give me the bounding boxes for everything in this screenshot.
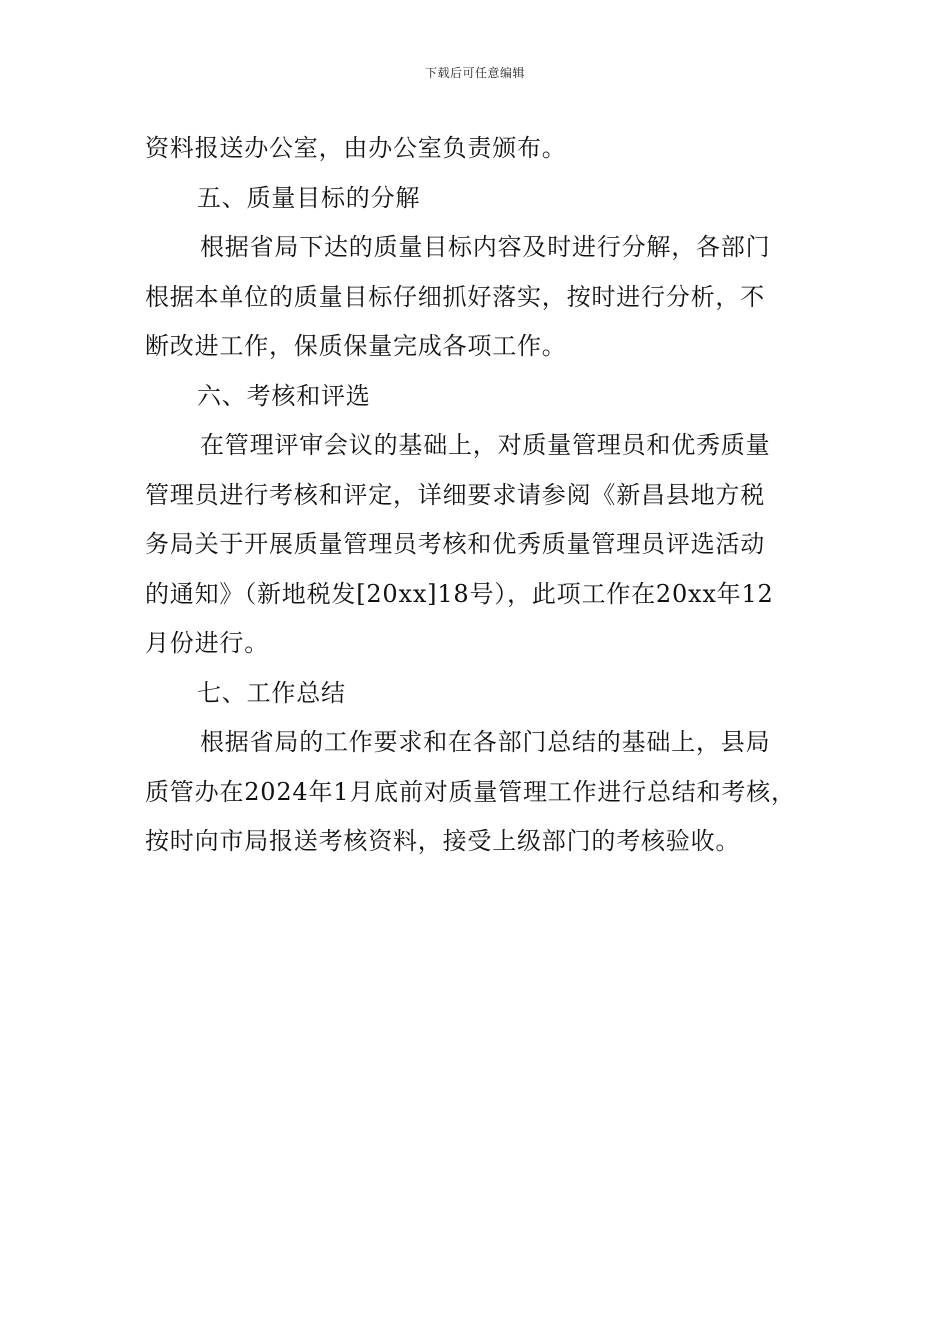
body-line: 资料报送办公室，由办公室负责颁布。 xyxy=(145,134,567,162)
paragraph-line: 管理员进行考核和评定，详细要求请参阅《新昌县地方税 xyxy=(145,480,765,509)
paragraph-line: 断改进工作，保质保量完成各项工作。 xyxy=(145,332,567,360)
page-header: 下载后可任意编辑 xyxy=(424,66,525,80)
section-heading-5: 五、质量目标的分解 xyxy=(197,183,421,212)
paragraph-line: 按时向市局报送考核资料，接受上级部门的考核验收。 xyxy=(145,827,741,855)
paragraph-line: 在管理评审会议的基础上，对质量管理员和优秀质量 xyxy=(200,431,771,459)
paragraph-line: 的通知》（新地税发[20xx]18号），此项工作在20xx年12 xyxy=(145,579,774,608)
document-body xyxy=(145,124,835,867)
paragraph-line: 根据省局的工作要求和在各部门总结的基础上，县局 xyxy=(200,728,771,756)
paragraph-line: 质管办在2024年1月底前对质量管理工作进行总结和考核， xyxy=(145,777,796,806)
section-heading-6: 六、考核和评选 xyxy=(197,381,371,410)
paragraph-line: 根据省局下达的质量目标内容及时进行分解，各部门 xyxy=(200,233,771,261)
paragraph-line: 务局关于开展质量管理员考核和优秀质量管理员评选活动 xyxy=(145,530,765,558)
paragraph-line: 根据本单位的质量目标仔细抓好落实，按时进行分析，不 xyxy=(145,282,765,311)
paragraph-line: 月份进行。 xyxy=(145,629,269,657)
section-heading-7: 七、工作总结 xyxy=(197,678,346,707)
